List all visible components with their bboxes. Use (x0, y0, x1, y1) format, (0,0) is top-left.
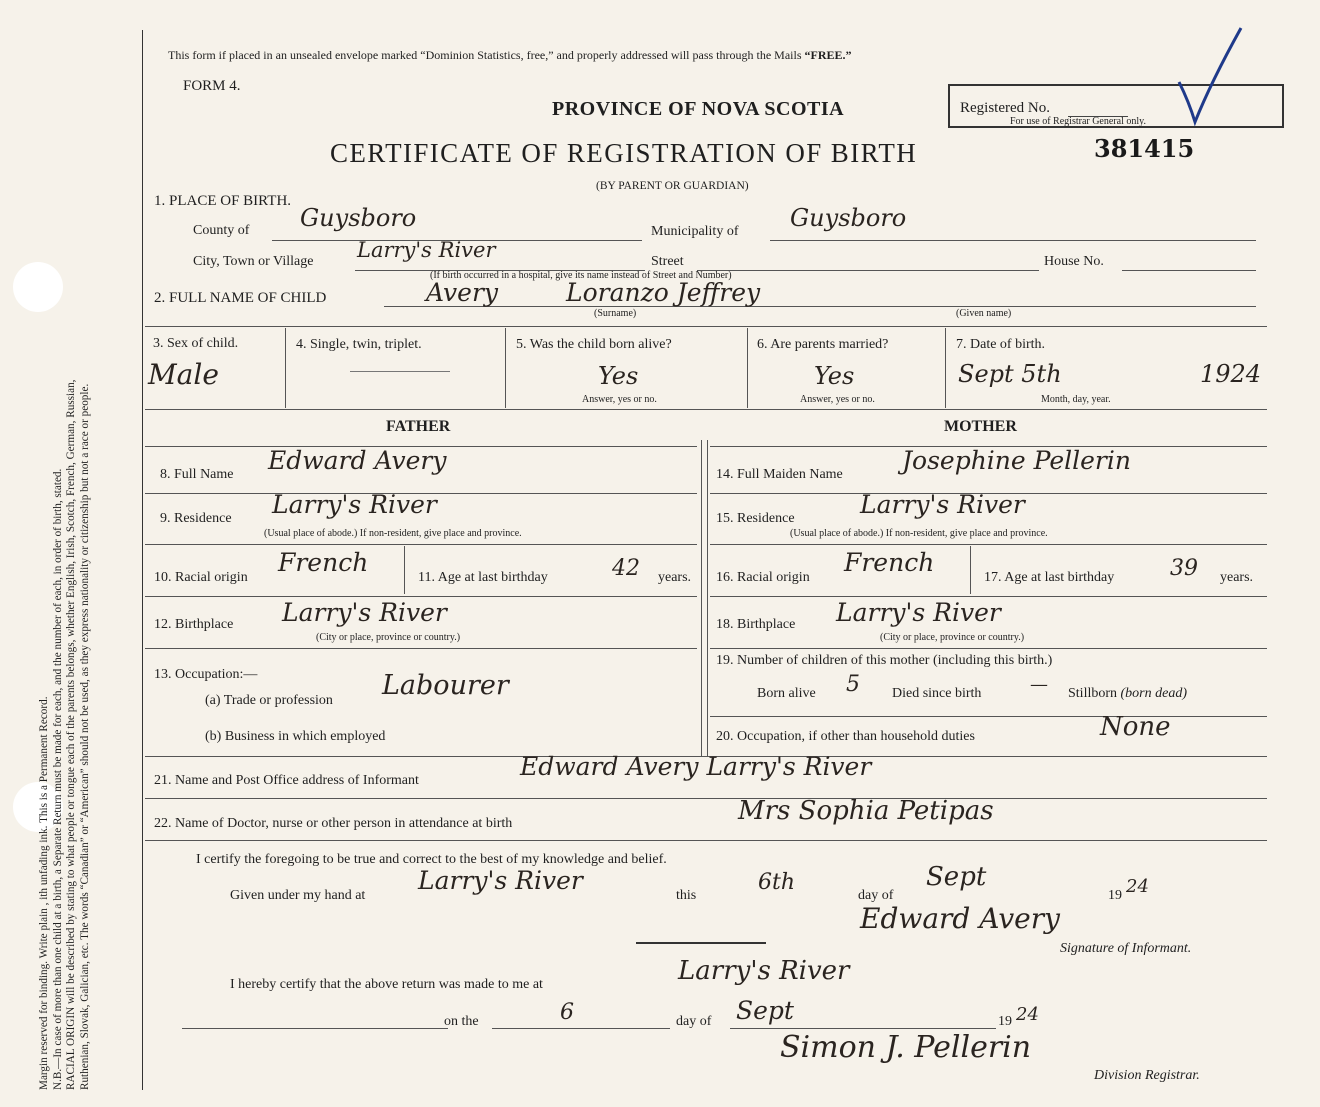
mother-age-value: 39 (1170, 556, 1198, 581)
informant-signature-label: Signature of Informant. (1060, 941, 1192, 956)
given-year: 24 (1126, 876, 1149, 897)
given-place: Larry's River (418, 866, 583, 895)
mother-rule-4 (710, 596, 1267, 597)
sex-label: 3. Sex of child. (153, 336, 239, 351)
father-birthplace-note: (City or place, province or country.) (316, 632, 461, 643)
municipality-value: Guysboro (790, 204, 907, 232)
rule-above-row3 (145, 326, 1267, 327)
father-rule-5 (145, 648, 697, 649)
married-note: Answer, yes or no. (800, 394, 875, 405)
born-alive-value: 5 (846, 672, 860, 697)
father-age-label: 11. Age at last birthday (418, 570, 548, 585)
given-year-prefix: 19 (1108, 888, 1122, 903)
mother-rule-3 (710, 544, 1267, 545)
mother-occupation-value: None (1100, 712, 1171, 742)
separator-short-rule (636, 942, 766, 944)
divider-3-4 (285, 328, 286, 408)
father-age-unit: years. (658, 570, 692, 585)
father-residence-label: 9. Residence (160, 511, 232, 526)
registered-no-note: For use of Registrar General only. (1010, 116, 1146, 127)
registrar-day: 6 (560, 1000, 574, 1025)
mother-birthplace-value: Larry's River (836, 598, 1001, 627)
registrar-month: Sept (736, 996, 794, 1025)
surname-note: (Surname) (594, 308, 637, 319)
father-rule-4 (145, 596, 697, 597)
registrar-day-of-label: day of (676, 1014, 712, 1029)
stillborn-label-text: Stillborn (1068, 686, 1118, 701)
on-the-line (492, 1028, 670, 1029)
married-value: Yes (814, 362, 855, 390)
child-name-line (384, 306, 1256, 307)
municipality-label: Municipality of (651, 224, 739, 239)
father-racial-divider (404, 546, 405, 594)
side-margin-line-1: Margin reserved for binding. Write plain , ith unfading ink. This is a Permanent Record. (38, 696, 50, 1090)
registrar-place: Larry's River (678, 956, 850, 986)
mother-residence-value: Larry's River (860, 490, 1025, 519)
house-no-label: House No. (1044, 254, 1104, 269)
father-occupation-label: 13. Occupation:— (154, 667, 258, 682)
mother-age-label: 17. Age at last birthday (984, 570, 1115, 585)
dob-label: 7. Date of birth. (956, 337, 1046, 352)
rule-above-certification (145, 840, 1267, 841)
rule-above-doctor (145, 798, 1267, 799)
registered-no-label: Registered No. (960, 100, 1050, 116)
parents-divider-2 (707, 440, 708, 756)
given-label: Given under my hand at (230, 888, 366, 903)
mother-residence-label: 15. Residence (716, 511, 795, 526)
given-name-note: (Given name) (956, 308, 1012, 319)
born-alive-label: Born alive (757, 686, 816, 701)
father-name-label: 8. Full Name (160, 467, 234, 482)
father-residence-value: Larry's River (272, 490, 437, 519)
parents-divider (701, 440, 702, 756)
place-of-birth-label: 1. PLACE OF BIRTH. (154, 193, 292, 209)
street-label: Street (651, 254, 684, 269)
mother-racial-label: 16. Racial origin (716, 570, 810, 585)
informant-label: 21. Name and Post Office address of Informant (154, 773, 419, 788)
mother-birthplace-label: 18. Birthplace (716, 617, 796, 632)
mother-racial-value: French (844, 548, 935, 577)
mother-occupation-label: 20. Occupation, if other than household duties (716, 729, 975, 744)
father-trade-value: Labourer (382, 670, 509, 701)
father-racial-label: 10. Racial origin (154, 570, 248, 585)
mother-name-label: 14. Full Maiden Name (716, 467, 843, 482)
stillborn-note: (born dead) (1120, 686, 1188, 701)
postal-notice-free: “FREE.” (804, 48, 852, 62)
registrar-signature-label: Division Registrar. (1094, 1068, 1200, 1083)
certificate-number: 381415 (1094, 134, 1195, 163)
dob-note: Month, day, year. (1041, 394, 1111, 405)
mother-heading: MOTHER (944, 418, 1017, 435)
certification-statement: I certify the foregoing to be true and correct to the best of my knowledge and belief. (196, 852, 667, 867)
province-heading: PROVINCE OF NOVA SCOTIA (552, 98, 845, 120)
hospital-note: (If birth occurred in a hospital, give its name instead of Street and Number) (430, 270, 732, 281)
dob-year: 1924 (1200, 360, 1262, 388)
father-trade-label: (a) Trade or profession (205, 693, 333, 708)
mother-birthplace-note: (City or place, province or country.) (880, 632, 1025, 643)
postal-notice-text: This form if placed in an unsealed envelope marked “Dominion Statistics, free,” and properly addressed will pass through the Mails (168, 48, 802, 62)
doctor-value: Mrs Sophia Petipas (738, 796, 994, 826)
margin-rule (142, 30, 143, 1090)
stillborn-label (1068, 686, 1187, 702)
dob-value: Sept 5th (958, 360, 1062, 388)
form-number: FORM 4. (183, 78, 241, 94)
died-value: — (1030, 674, 1048, 695)
month-line (730, 1028, 996, 1029)
mother-rule-6 (710, 716, 1267, 717)
alive-value: Yes (598, 362, 639, 390)
side-margin-line-3: RACIAL ORIGIN will be described by stating to what people or tongue each of the parents belongs, whether English, Irish, Scotch, French, German, Russian, (65, 379, 77, 1090)
this-label: this (676, 888, 697, 903)
mother-name-value: Josephine Pellerin (902, 446, 1131, 475)
street-line (697, 270, 1039, 271)
divider-5-6 (747, 328, 748, 408)
city-value: Larry's River (357, 238, 496, 262)
house-no-line (1122, 270, 1256, 271)
mother-rule-5 (710, 648, 1267, 649)
certificate-subtitle: (BY PARENT OR GUARDIAN) (596, 180, 749, 192)
registrar-year: 24 (1016, 1004, 1039, 1025)
father-name-value: Edward Avery (268, 446, 447, 475)
side-margin-line-4: Ruthenian, Slovak, Galician, etc. The words “Canadian” or “American” should not be used, as they express nationality or citizenship but not a race or people. (78, 383, 91, 1090)
alive-label: 5. Was the child born alive? (516, 337, 672, 352)
given-day-of-label: day of (858, 888, 894, 903)
father-business-label: (b) Business in which employed (205, 729, 386, 744)
mother-age-unit: years. (1220, 570, 1254, 585)
child-given-name: Loranzo Jeffrey (566, 278, 761, 307)
county-label: County of (193, 223, 250, 238)
given-month: Sept (926, 862, 987, 892)
died-label: Died since birth (892, 686, 982, 701)
municipality-line (770, 240, 1256, 241)
father-birthplace-value: Larry's River (282, 598, 447, 627)
informant-signature: Edward Avery (860, 902, 1060, 935)
county-value: Guysboro (300, 204, 417, 232)
divider-6-7 (945, 328, 946, 408)
married-label: 6. Are parents married? (757, 337, 889, 352)
side-margin-instructions (38, 40, 148, 1090)
child-surname: Avery (426, 278, 499, 307)
given-day: 6th (758, 870, 796, 895)
father-age-value: 42 (612, 556, 640, 581)
registrar-signature: Simon J. Pellerin (780, 1030, 1032, 1065)
multiple-birth-line (350, 371, 450, 372)
child-name-label: 2. FULL NAME OF CHILD (154, 290, 327, 306)
multiple-birth-label: 4. Single, twin, triplet. (296, 337, 422, 352)
father-residence-note: (Usual place of abode.) If non-resident, give place and province. (264, 528, 522, 539)
alive-note: Answer, yes or no. (582, 394, 657, 405)
father-rule-3 (145, 544, 697, 545)
mother-residence-note: (Usual place of abode.) If non-resident, give place and province. (790, 528, 1048, 539)
sex-value: Male (148, 358, 219, 391)
rule-above-parents (145, 409, 1267, 410)
doctor-label: 22. Name of Doctor, nurse or other person in attendance at birth (154, 816, 513, 831)
father-racial-value: French (278, 548, 369, 577)
father-heading: FATHER (386, 418, 451, 435)
divider-4-5 (505, 328, 506, 408)
postal-notice (168, 48, 852, 63)
check-mark (1175, 22, 1245, 132)
mother-racial-divider (970, 546, 971, 594)
mother-children-label: 19. Number of children of this mother (including this birth.) (716, 653, 1053, 668)
registrar-statement: I hereby certify that the above return was made to me at (230, 977, 543, 992)
father-birthplace-label: 12. Birthplace (154, 617, 234, 632)
informant-value: Edward Avery Larry's River (520, 752, 872, 781)
city-label: City, Town or Village (193, 254, 314, 269)
registrar-year-prefix: 19 (998, 1014, 1012, 1029)
certificate-title: CERTIFICATE OF REGISTRATION OF BIRTH (330, 138, 918, 168)
registrar-place-line (182, 1028, 448, 1029)
on-the-label: on the (444, 1014, 479, 1029)
side-margin-line-2: N.B.—In case of more than one child at a birth, a Separate Return must be made for each, and the number of each, in order of birth, stated. (51, 468, 64, 1090)
